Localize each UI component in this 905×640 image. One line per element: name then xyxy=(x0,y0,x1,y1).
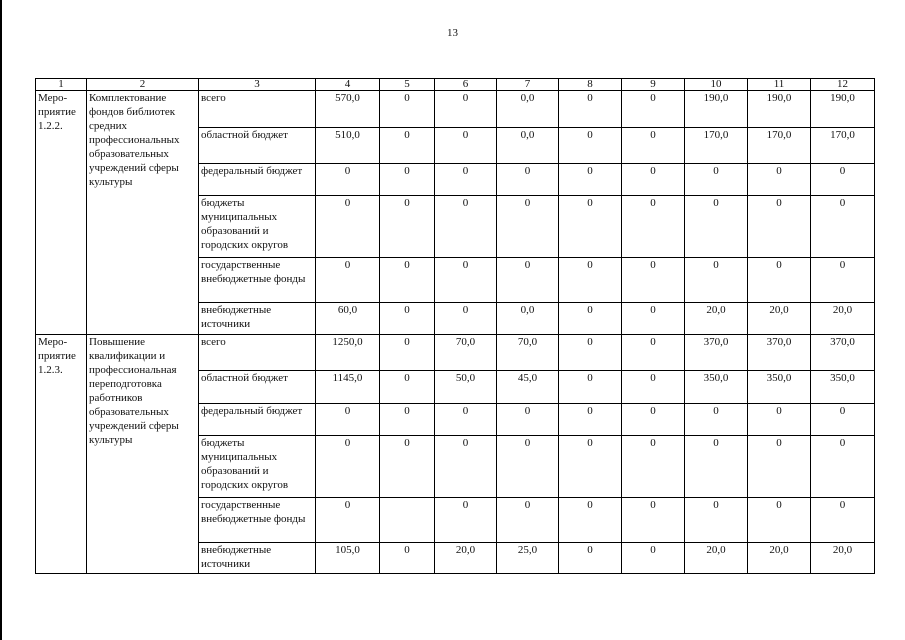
value-cell: 190,0 xyxy=(685,91,748,128)
value-cell: 0 xyxy=(497,258,559,303)
value-cell: 0 xyxy=(497,164,559,196)
value-cell: 0 xyxy=(559,196,622,258)
value-cell: 0 xyxy=(622,128,685,164)
event-id: Меро- приятие 1.2.3. xyxy=(36,335,87,574)
value-cell: 0 xyxy=(559,498,622,543)
value-cell: 0 xyxy=(559,436,622,498)
funding-source: федеральный бюджет xyxy=(199,404,316,436)
value-cell: 105,0 xyxy=(316,543,380,574)
value-cell: 0 xyxy=(435,404,497,436)
value-cell: 170,0 xyxy=(811,128,875,164)
value-cell: 0 xyxy=(622,498,685,543)
funding-source: всего xyxy=(199,91,316,128)
header-row xyxy=(36,79,875,91)
value-cell: 170,0 xyxy=(748,128,811,164)
column-header: 3 xyxy=(199,79,316,91)
funding-source: внебюджетные источники xyxy=(199,543,316,574)
column-header: 4 xyxy=(316,79,380,91)
value-cell: 0 xyxy=(435,436,497,498)
column-header: 12 xyxy=(811,79,875,91)
value-cell: 20,0 xyxy=(685,303,748,335)
value-cell: 0 xyxy=(811,196,875,258)
value-cell: 20,0 xyxy=(748,543,811,574)
value-cell: 0 xyxy=(435,498,497,543)
value-cell: 0 xyxy=(622,436,685,498)
value-cell: 0 xyxy=(316,436,380,498)
value-cell: 20,0 xyxy=(435,543,497,574)
value-cell: 0 xyxy=(316,164,380,196)
value-cell: 510,0 xyxy=(316,128,380,164)
table-row xyxy=(36,335,875,371)
value-cell: 0 xyxy=(380,543,435,574)
value-cell: 0 xyxy=(497,196,559,258)
value-cell: 0 xyxy=(380,404,435,436)
value-cell xyxy=(380,498,435,543)
value-cell: 25,0 xyxy=(497,543,559,574)
value-cell: 0 xyxy=(622,543,685,574)
value-cell: 0 xyxy=(559,335,622,371)
value-cell: 0 xyxy=(811,498,875,543)
funding-table xyxy=(35,78,875,574)
value-cell: 0 xyxy=(497,436,559,498)
event-name: Комплектование фондов библиотек средних профессиональных образовательных учреждений сферы культуры xyxy=(87,91,199,335)
value-cell: 0 xyxy=(559,543,622,574)
value-cell: 0 xyxy=(316,404,380,436)
value-cell: 370,0 xyxy=(811,335,875,371)
value-cell: 20,0 xyxy=(685,543,748,574)
value-cell: 0 xyxy=(622,404,685,436)
value-cell: 0 xyxy=(811,436,875,498)
value-cell: 0 xyxy=(748,498,811,543)
table-row xyxy=(36,91,875,128)
value-cell: 0 xyxy=(748,436,811,498)
value-cell: 50,0 xyxy=(435,371,497,404)
value-cell: 0 xyxy=(811,404,875,436)
value-cell: 70,0 xyxy=(497,335,559,371)
value-cell: 70,0 xyxy=(435,335,497,371)
column-header: 5 xyxy=(380,79,435,91)
value-cell: 370,0 xyxy=(685,335,748,371)
funding-source: бюджеты муниципальных образований и городских округов xyxy=(199,196,316,258)
column-header: 6 xyxy=(435,79,497,91)
column-header: 1 xyxy=(36,79,87,91)
value-cell: 0 xyxy=(380,164,435,196)
page-left-edge xyxy=(0,0,2,640)
value-cell: 170,0 xyxy=(685,128,748,164)
value-cell: 0 xyxy=(380,436,435,498)
event-name: Повышение квалификации и профессиональная переподготовка работников образовательных учреждений сферы культуры xyxy=(87,335,199,574)
value-cell: 0 xyxy=(685,498,748,543)
value-cell: 0 xyxy=(685,196,748,258)
value-cell: 0 xyxy=(435,128,497,164)
event-id: Меро- приятие 1.2.2. xyxy=(36,91,87,335)
page-number: 13 xyxy=(447,27,458,39)
value-cell: 60,0 xyxy=(316,303,380,335)
value-cell: 0 xyxy=(380,371,435,404)
value-cell: 1145,0 xyxy=(316,371,380,404)
value-cell: 0 xyxy=(685,404,748,436)
value-cell: 0 xyxy=(435,164,497,196)
value-cell: 20,0 xyxy=(811,303,875,335)
value-cell: 0 xyxy=(622,258,685,303)
value-cell: 0 xyxy=(685,436,748,498)
value-cell: 0 xyxy=(435,303,497,335)
value-cell: 0 xyxy=(622,371,685,404)
value-cell: 0 xyxy=(622,91,685,128)
value-cell: 0 xyxy=(748,258,811,303)
value-cell: 20,0 xyxy=(811,543,875,574)
funding-source: всего xyxy=(199,335,316,371)
column-header: 11 xyxy=(748,79,811,91)
funding-source: внебюджетные источники xyxy=(199,303,316,335)
value-cell: 0 xyxy=(622,164,685,196)
value-cell: 0 xyxy=(380,91,435,128)
value-cell: 0 xyxy=(497,404,559,436)
value-cell: 0 xyxy=(559,303,622,335)
funding-source: областной бюджет xyxy=(199,128,316,164)
column-header: 2 xyxy=(87,79,199,91)
value-cell: 0 xyxy=(316,498,380,543)
value-cell: 0 xyxy=(435,196,497,258)
value-cell: 350,0 xyxy=(748,371,811,404)
funding-source: государственные внебюджетные фонды xyxy=(199,258,316,303)
value-cell: 0 xyxy=(559,258,622,303)
value-cell: 0,0 xyxy=(497,303,559,335)
funding-source: областной бюджет xyxy=(199,371,316,404)
value-cell: 0,0 xyxy=(497,91,559,128)
value-cell: 0 xyxy=(685,258,748,303)
value-cell: 0 xyxy=(685,164,748,196)
value-cell: 0 xyxy=(316,196,380,258)
value-cell: 370,0 xyxy=(748,335,811,371)
value-cell: 190,0 xyxy=(748,91,811,128)
value-cell: 0 xyxy=(380,196,435,258)
value-cell: 0 xyxy=(748,404,811,436)
funding-source: государственные внебюджетные фонды xyxy=(199,498,316,543)
value-cell: 350,0 xyxy=(811,371,875,404)
value-cell: 190,0 xyxy=(811,91,875,128)
value-cell: 0 xyxy=(380,335,435,371)
value-cell: 0 xyxy=(748,164,811,196)
value-cell: 0 xyxy=(811,258,875,303)
value-cell: 0 xyxy=(497,498,559,543)
column-header: 8 xyxy=(559,79,622,91)
value-cell: 0,0 xyxy=(497,128,559,164)
value-cell: 0 xyxy=(622,335,685,371)
value-cell: 0 xyxy=(559,404,622,436)
value-cell: 0 xyxy=(380,258,435,303)
value-cell: 0 xyxy=(435,91,497,128)
value-cell: 0 xyxy=(622,196,685,258)
value-cell: 0 xyxy=(559,128,622,164)
value-cell: 20,0 xyxy=(748,303,811,335)
value-cell: 0 xyxy=(748,196,811,258)
column-header: 7 xyxy=(497,79,559,91)
value-cell: 1250,0 xyxy=(316,335,380,371)
value-cell: 0 xyxy=(380,128,435,164)
funding-source: федеральный бюджет xyxy=(199,164,316,196)
value-cell: 0 xyxy=(559,91,622,128)
value-cell: 0 xyxy=(435,258,497,303)
column-header: 9 xyxy=(622,79,685,91)
value-cell: 0 xyxy=(622,303,685,335)
value-cell: 350,0 xyxy=(685,371,748,404)
funding-source: бюджеты муниципальных образований и городских округов xyxy=(199,436,316,498)
value-cell: 45,0 xyxy=(497,371,559,404)
value-cell: 0 xyxy=(380,303,435,335)
value-cell: 570,0 xyxy=(316,91,380,128)
column-header: 10 xyxy=(685,79,748,91)
value-cell: 0 xyxy=(559,164,622,196)
value-cell: 0 xyxy=(811,164,875,196)
value-cell: 0 xyxy=(316,258,380,303)
value-cell: 0 xyxy=(559,371,622,404)
